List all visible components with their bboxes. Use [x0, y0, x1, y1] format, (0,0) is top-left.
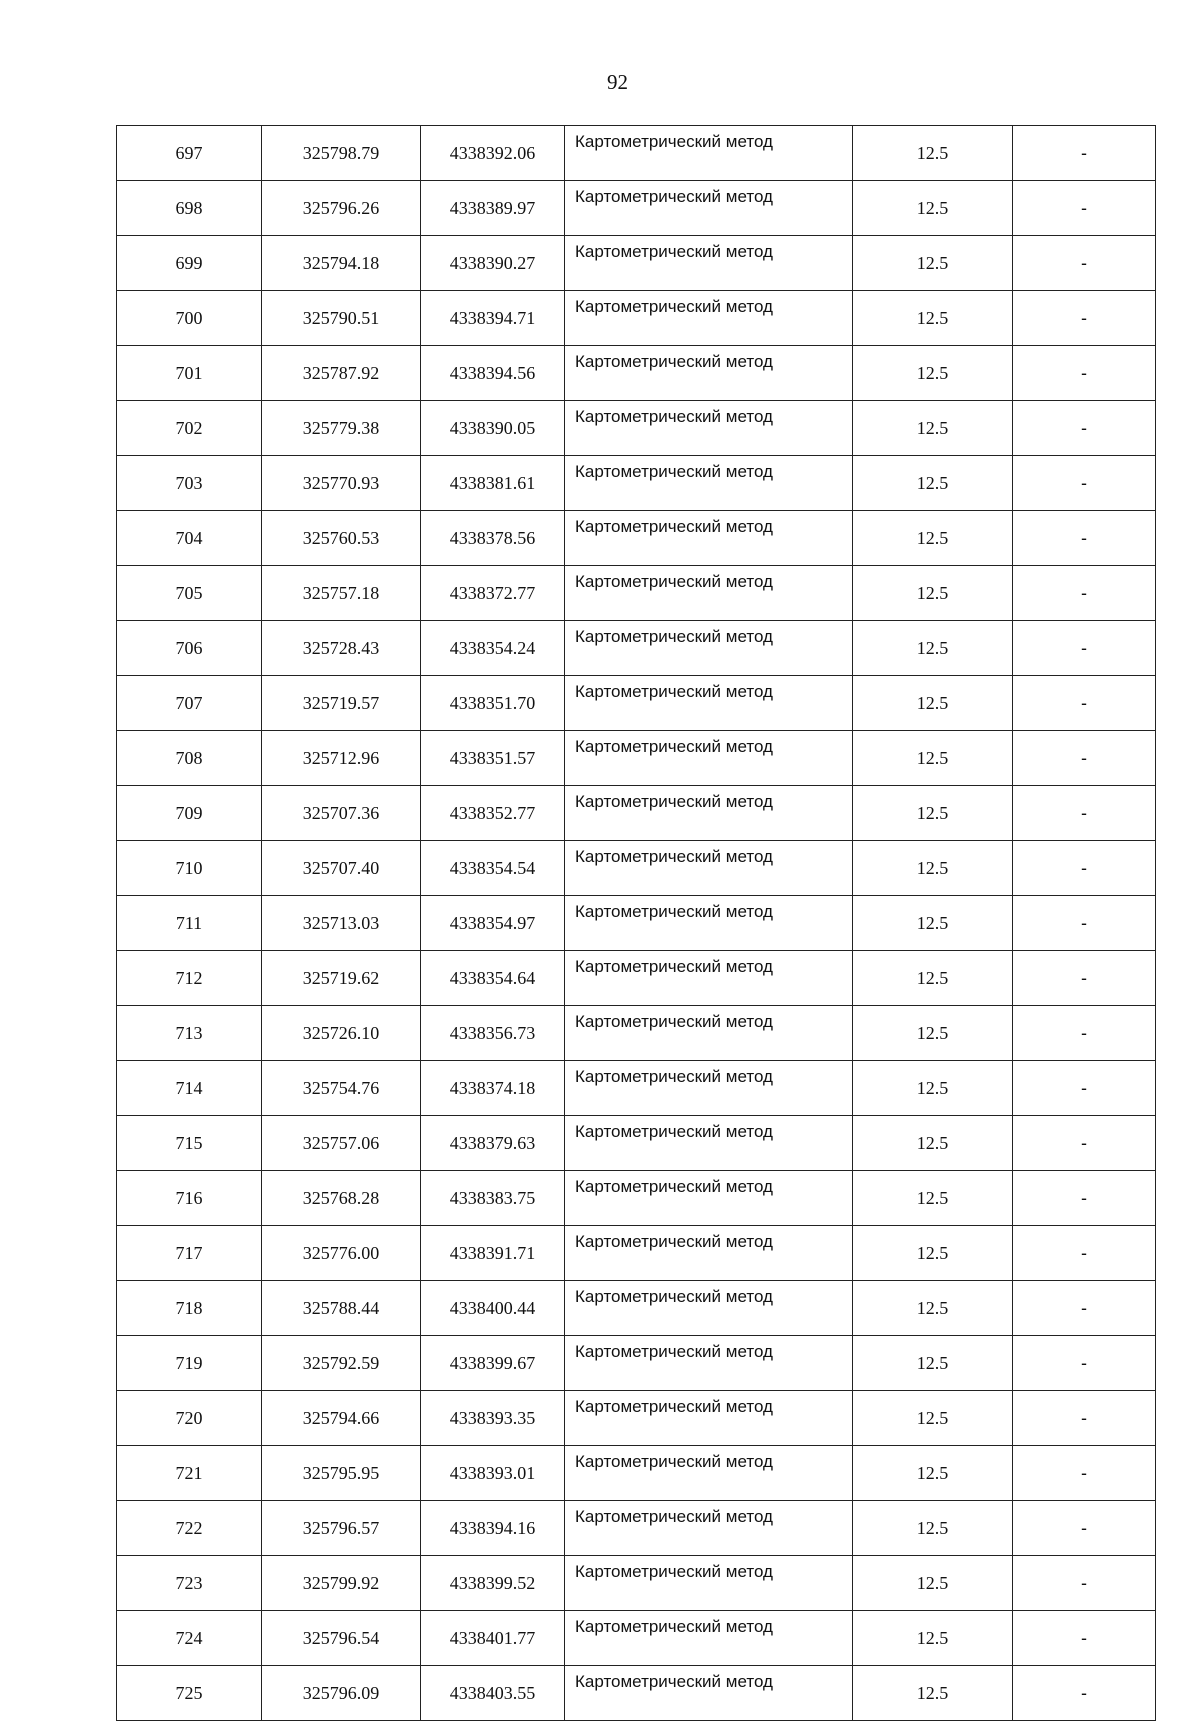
x-coordinate-cell: 325728.43: [262, 621, 421, 676]
y-coordinate-cell: 4338356.73: [421, 1006, 565, 1061]
x-coordinate-cell: 325799.92: [262, 1556, 421, 1611]
x-coordinate-cell: 325795.95: [262, 1446, 421, 1501]
note-cell: -: [1013, 1391, 1156, 1446]
method-cell: Картометрический метод: [565, 1666, 853, 1721]
method-cell: Картометрический метод: [565, 1006, 853, 1061]
precision-cell: 12.5: [853, 566, 1013, 621]
precision-cell: 12.5: [853, 841, 1013, 896]
point-number-cell: 725: [117, 1666, 262, 1721]
x-coordinate-cell: 325796.54: [262, 1611, 421, 1666]
x-coordinate-cell: 325726.10: [262, 1006, 421, 1061]
note-cell: -: [1013, 1006, 1156, 1061]
precision-cell: 12.5: [853, 126, 1013, 181]
point-number-cell: 700: [117, 291, 262, 346]
y-coordinate-cell: 4338354.97: [421, 896, 565, 951]
precision-cell: 12.5: [853, 236, 1013, 291]
method-cell: Картометрический метод: [565, 1556, 853, 1611]
precision-cell: 12.5: [853, 1061, 1013, 1116]
precision-cell: 12.5: [853, 1666, 1013, 1721]
y-coordinate-cell: 4338389.97: [421, 181, 565, 236]
table-row: [117, 346, 1156, 401]
x-coordinate-cell: 325779.38: [262, 401, 421, 456]
table-row: [117, 1501, 1156, 1556]
precision-cell: 12.5: [853, 731, 1013, 786]
method-cell: Картометрический метод: [565, 291, 853, 346]
method-cell: Картометрический метод: [565, 1281, 853, 1336]
point-number-cell: 714: [117, 1061, 262, 1116]
y-coordinate-cell: 4338394.71: [421, 291, 565, 346]
point-number-cell: 719: [117, 1336, 262, 1391]
point-number-cell: 710: [117, 841, 262, 896]
table-row: [117, 1171, 1156, 1226]
point-number-cell: 721: [117, 1446, 262, 1501]
method-cell: Картометрический метод: [565, 126, 853, 181]
method-cell: Картометрический метод: [565, 1446, 853, 1501]
y-coordinate-cell: 4338354.54: [421, 841, 565, 896]
method-cell: Картометрический метод: [565, 1061, 853, 1116]
table-row: [117, 1281, 1156, 1336]
note-cell: -: [1013, 1281, 1156, 1336]
table-row: [117, 731, 1156, 786]
precision-cell: 12.5: [853, 1006, 1013, 1061]
table-row: [117, 1666, 1156, 1721]
table-row: [117, 896, 1156, 951]
note-cell: -: [1013, 1171, 1156, 1226]
x-coordinate-cell: 325712.96: [262, 731, 421, 786]
point-number-cell: 712: [117, 951, 262, 1006]
y-coordinate-cell: 4338379.63: [421, 1116, 565, 1171]
x-coordinate-cell: 325713.03: [262, 896, 421, 951]
x-coordinate-cell: 325776.00: [262, 1226, 421, 1281]
coordinates-table-body: [117, 126, 1156, 1721]
y-coordinate-cell: 4338351.70: [421, 676, 565, 731]
x-coordinate-cell: 325707.36: [262, 786, 421, 841]
y-coordinate-cell: 4338378.56: [421, 511, 565, 566]
precision-cell: 12.5: [853, 1281, 1013, 1336]
method-cell: Картометрический метод: [565, 676, 853, 731]
point-number-cell: 702: [117, 401, 262, 456]
precision-cell: 12.5: [853, 1171, 1013, 1226]
x-coordinate-cell: 325754.76: [262, 1061, 421, 1116]
precision-cell: 12.5: [853, 511, 1013, 566]
table-row: [117, 1006, 1156, 1061]
method-cell: Картометрический метод: [565, 346, 853, 401]
note-cell: -: [1013, 1501, 1156, 1556]
precision-cell: 12.5: [853, 1446, 1013, 1501]
note-cell: -: [1013, 676, 1156, 731]
x-coordinate-cell: 325792.59: [262, 1336, 421, 1391]
note-cell: -: [1013, 126, 1156, 181]
x-coordinate-cell: 325796.09: [262, 1666, 421, 1721]
precision-cell: 12.5: [853, 1226, 1013, 1281]
table-row: [117, 1556, 1156, 1611]
point-number-cell: 718: [117, 1281, 262, 1336]
y-coordinate-cell: 4338390.27: [421, 236, 565, 291]
table-row: [117, 236, 1156, 291]
method-cell: Картометрический метод: [565, 1226, 853, 1281]
precision-cell: 12.5: [853, 896, 1013, 951]
y-coordinate-cell: 4338394.16: [421, 1501, 565, 1556]
table-row: [117, 566, 1156, 621]
note-cell: -: [1013, 511, 1156, 566]
table-row: [117, 291, 1156, 346]
precision-cell: 12.5: [853, 951, 1013, 1006]
y-coordinate-cell: 4338351.57: [421, 731, 565, 786]
precision-cell: 12.5: [853, 346, 1013, 401]
method-cell: Картометрический метод: [565, 841, 853, 896]
precision-cell: 12.5: [853, 676, 1013, 731]
point-number-cell: 722: [117, 1501, 262, 1556]
y-coordinate-cell: 4338352.77: [421, 786, 565, 841]
point-number-cell: 701: [117, 346, 262, 401]
table-row: [117, 786, 1156, 841]
y-coordinate-cell: 4338399.52: [421, 1556, 565, 1611]
y-coordinate-cell: 4338393.01: [421, 1446, 565, 1501]
method-cell: Картометрический метод: [565, 511, 853, 566]
note-cell: -: [1013, 731, 1156, 786]
x-coordinate-cell: 325757.06: [262, 1116, 421, 1171]
point-number-cell: 713: [117, 1006, 262, 1061]
point-number-cell: 697: [117, 126, 262, 181]
table-row: [117, 676, 1156, 731]
note-cell: -: [1013, 1336, 1156, 1391]
point-number-cell: 723: [117, 1556, 262, 1611]
coordinates-table: [116, 125, 1156, 1721]
note-cell: -: [1013, 236, 1156, 291]
y-coordinate-cell: 4338390.05: [421, 401, 565, 456]
method-cell: Картометрический метод: [565, 456, 853, 511]
precision-cell: 12.5: [853, 291, 1013, 346]
y-coordinate-cell: 4338399.67: [421, 1336, 565, 1391]
table-row: [117, 1446, 1156, 1501]
x-coordinate-cell: 325796.57: [262, 1501, 421, 1556]
precision-cell: 12.5: [853, 786, 1013, 841]
y-coordinate-cell: 4338372.77: [421, 566, 565, 621]
method-cell: Картометрический метод: [565, 1116, 853, 1171]
x-coordinate-cell: 325760.53: [262, 511, 421, 566]
table-row: [117, 1611, 1156, 1666]
precision-cell: 12.5: [853, 1391, 1013, 1446]
point-number-cell: 708: [117, 731, 262, 786]
note-cell: -: [1013, 841, 1156, 896]
method-cell: Картометрический метод: [565, 1611, 853, 1666]
x-coordinate-cell: 325798.79: [262, 126, 421, 181]
y-coordinate-cell: 4338383.75: [421, 1171, 565, 1226]
table-row: [117, 1336, 1156, 1391]
point-number-cell: 720: [117, 1391, 262, 1446]
y-coordinate-cell: 4338401.77: [421, 1611, 565, 1666]
method-cell: Картометрический метод: [565, 1336, 853, 1391]
note-cell: -: [1013, 621, 1156, 676]
precision-cell: 12.5: [853, 1556, 1013, 1611]
precision-cell: 12.5: [853, 1336, 1013, 1391]
point-number-cell: 717: [117, 1226, 262, 1281]
y-coordinate-cell: 4338381.61: [421, 456, 565, 511]
method-cell: Картометрический метод: [565, 896, 853, 951]
note-cell: -: [1013, 181, 1156, 236]
note-cell: -: [1013, 456, 1156, 511]
x-coordinate-cell: 325768.28: [262, 1171, 421, 1226]
note-cell: -: [1013, 1061, 1156, 1116]
point-number-cell: 703: [117, 456, 262, 511]
table-row: [117, 1061, 1156, 1116]
y-coordinate-cell: 4338392.06: [421, 126, 565, 181]
precision-cell: 12.5: [853, 1611, 1013, 1666]
table-row: [117, 951, 1156, 1006]
method-cell: Картометрический метод: [565, 1171, 853, 1226]
table-row: [117, 181, 1156, 236]
method-cell: Картометрический метод: [565, 1391, 853, 1446]
method-cell: Картометрический метод: [565, 181, 853, 236]
point-number-cell: 699: [117, 236, 262, 291]
point-number-cell: 724: [117, 1611, 262, 1666]
note-cell: -: [1013, 786, 1156, 841]
point-number-cell: 704: [117, 511, 262, 566]
point-number-cell: 709: [117, 786, 262, 841]
point-number-cell: 711: [117, 896, 262, 951]
precision-cell: 12.5: [853, 1501, 1013, 1556]
table-row: [117, 841, 1156, 896]
note-cell: -: [1013, 1446, 1156, 1501]
point-number-cell: 707: [117, 676, 262, 731]
table-row: [117, 1116, 1156, 1171]
note-cell: -: [1013, 1611, 1156, 1666]
table-row: [117, 621, 1156, 676]
table-row: [117, 401, 1156, 456]
precision-cell: 12.5: [853, 456, 1013, 511]
point-number-cell: 715: [117, 1116, 262, 1171]
y-coordinate-cell: 4338391.71: [421, 1226, 565, 1281]
x-coordinate-cell: 325788.44: [262, 1281, 421, 1336]
y-coordinate-cell: 4338394.56: [421, 346, 565, 401]
method-cell: Картометрический метод: [565, 1501, 853, 1556]
point-number-cell: 705: [117, 566, 262, 621]
precision-cell: 12.5: [853, 1116, 1013, 1171]
x-coordinate-cell: 325794.18: [262, 236, 421, 291]
precision-cell: 12.5: [853, 181, 1013, 236]
x-coordinate-cell: 325790.51: [262, 291, 421, 346]
x-coordinate-cell: 325770.93: [262, 456, 421, 511]
method-cell: Картометрический метод: [565, 401, 853, 456]
point-number-cell: 716: [117, 1171, 262, 1226]
x-coordinate-cell: 325757.18: [262, 566, 421, 621]
note-cell: -: [1013, 1666, 1156, 1721]
note-cell: -: [1013, 1226, 1156, 1281]
note-cell: -: [1013, 401, 1156, 456]
precision-cell: 12.5: [853, 621, 1013, 676]
precision-cell: 12.5: [853, 401, 1013, 456]
y-coordinate-cell: 4338400.44: [421, 1281, 565, 1336]
note-cell: -: [1013, 951, 1156, 1006]
table-row: [117, 1226, 1156, 1281]
table-row: [117, 456, 1156, 511]
y-coordinate-cell: 4338354.24: [421, 621, 565, 676]
y-coordinate-cell: 4338393.35: [421, 1391, 565, 1446]
point-number-cell: 698: [117, 181, 262, 236]
x-coordinate-cell: 325719.62: [262, 951, 421, 1006]
x-coordinate-cell: 325794.66: [262, 1391, 421, 1446]
table-row: [117, 1391, 1156, 1446]
x-coordinate-cell: 325796.26: [262, 181, 421, 236]
y-coordinate-cell: 4338354.64: [421, 951, 565, 1006]
x-coordinate-cell: 325707.40: [262, 841, 421, 896]
note-cell: -: [1013, 291, 1156, 346]
method-cell: Картометрический метод: [565, 731, 853, 786]
page-number: 92: [607, 70, 628, 94]
note-cell: -: [1013, 1556, 1156, 1611]
method-cell: Картометрический метод: [565, 786, 853, 841]
y-coordinate-cell: 4338374.18: [421, 1061, 565, 1116]
method-cell: Картометрический метод: [565, 951, 853, 1006]
method-cell: Картометрический метод: [565, 566, 853, 621]
x-coordinate-cell: 325719.57: [262, 676, 421, 731]
y-coordinate-cell: 4338403.55: [421, 1666, 565, 1721]
note-cell: -: [1013, 346, 1156, 401]
note-cell: -: [1013, 566, 1156, 621]
x-coordinate-cell: 325787.92: [262, 346, 421, 401]
table-row: [117, 511, 1156, 566]
method-cell: Картометрический метод: [565, 621, 853, 676]
point-number-cell: 706: [117, 621, 262, 676]
table-row: [117, 126, 1156, 181]
method-cell: Картометрический метод: [565, 236, 853, 291]
note-cell: -: [1013, 1116, 1156, 1171]
note-cell: -: [1013, 896, 1156, 951]
